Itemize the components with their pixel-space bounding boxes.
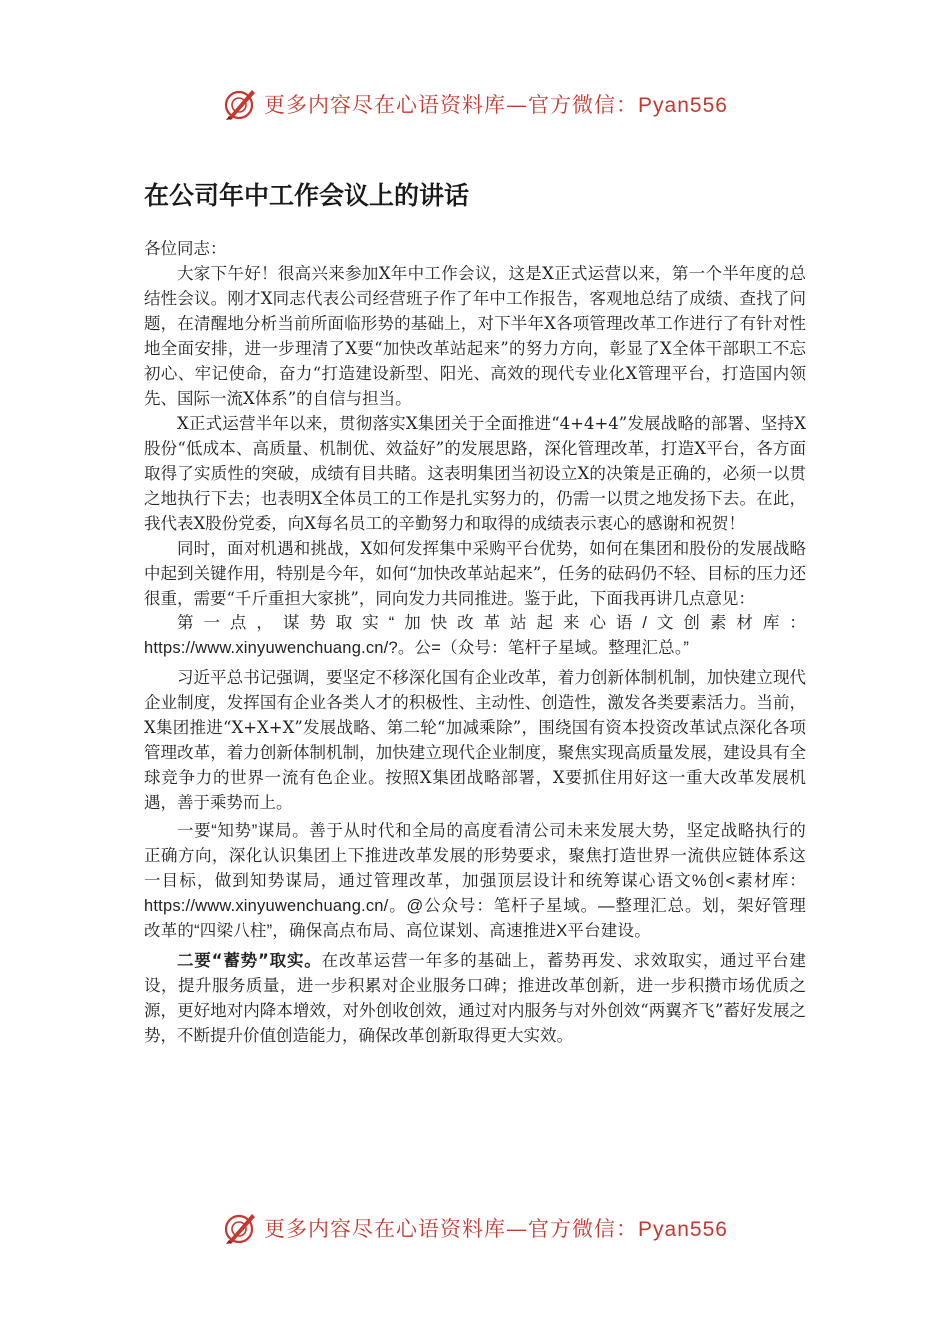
salutation: 各位同志： (144, 239, 227, 258)
footer-wechat-id: Pyan556 (638, 1218, 728, 1241)
paragraph-4: 第一点，谋势取实“加快改革站起来心语/文创素材库：https://www.xinyuwenchuang.cn/?。公=（众号：笔杆子星域。整理汇总。” (144, 614, 806, 657)
header-wechat-id: Pyan556 (638, 94, 728, 117)
paragraph-3: 同时，面对机遇和挑战，X如何发挥集中采购平台优势，如何在集团和股份的发展战略中起到关键作用，特别是今年，如何“加快改革站起来”，任务的砝码仍不轻、目标的压力还很重，需要“千斤重担大家挑”，同向发力共同推进。鉴于此，下面我再讲几点意见： (144, 539, 806, 608)
paragraph-6: 一要“知势”谋局。善于从时代和全局的高度看清公司未来发展大势，坚定战略执行的正确方向，深化认识集团上下推进改革发展的形势要求，聚焦打造世界一流供应链体系这一目标，做到知势谋局，通过管理改革，加强顶层设计和统筹谋心语文%创<素材库：https://www.xinyuwenchuang.cn/。@公众号：笔杆子星域。—整理汇总。划，架好管理改革的“四梁八柱”，确保高点布局、高位谋划、高速推进X平台建设。 (144, 822, 806, 940)
pen-logo-icon (222, 86, 258, 122)
paragraph-2: X正式运营半年以来，贯彻落实X集团关于全面推进“4+4+4”发展战略的部署、坚持X股份“低成本、高质量、机制优、效益好”的发展思路，深化管理改革，打造X平台，各方面取得了实质性的突破，成绩有目共睹。这表明集团当初设立X的决策是正确的，必须一以贯之地执行下去；也表明X全体员工的工作是扎实努力的，仍需一以贯之地发扬下去。在此，我代表X股份党委，向X每名员工的辛勤努力和取得的成绩表示衷心的感谢和祝贺！ (144, 414, 806, 533)
paragraph-7 (144, 948, 806, 1048)
paragraph-1: 大家下午好！很高兴来参加X年中工作会议，这是X正式运营以来，第一个半年度的总结性会议。刚才X同志代表公司经营班子作了年中工作报告，客观地总结了成绩、查找了问题，在清醒地分析当前所面临形势的基础上，对下半年X各项管理改革工作进行了有针对性地全面安排，进一步理清了X要“加快改革站起来”的努力方向，彰显了X全体干部职工不忘初心、牢记使命，奋力“打造建设新型、阳光、高效的现代专业化X管理平台，打造国内领先、国际一流X体系”的自信与担当。 (144, 264, 806, 408)
paragraph-7-body: 在改革运营一年多的基础上，蓄势再发、求效取实，通过平台建设，提升服务质量，进一步积累对企业服务口碑；推进改革创新，进一步积攒市场优质之源，更好地对内降本增效，对外创收创效，通过对内服务与对外创效“两翼齐飞”蓄好发展之势，不断提升价值创造能力，确保改革创新取得更大实效。 (144, 951, 806, 1045)
paragraph-7-lead: 二要“蓄势”取实。 (177, 951, 322, 970)
document-body (144, 176, 806, 1048)
document-title: 在公司年中工作会议上的讲话 (144, 181, 470, 210)
paragraph-5: 习近平总书记强调，要坚定不移深化国有企业改革，着力创新体制机制，加快建立现代企业制度，发挥国有企业各类人才的积极性、主动性、创造性，激发各类要素活力。当前，X集团推进“X+X+X”发展战略、第二轮“加减乘除”，围绕国有资本投资改革试点深化各项管理改革，着力创新体制机制，加快建立现代企业制度，聚焦实现高质量发展，建设具有全球竞争力的世界一流有色企业。按照X集团战略部署，X要抓住用好这一重大改革发展机遇，善于乘势而上。 (144, 668, 806, 812)
header-banner (0, 84, 950, 124)
footer-banner (0, 1208, 950, 1248)
header-banner-text: 更多内容尽在心语资料库—官方微信： (264, 93, 639, 117)
footer-banner-text: 更多内容尽在心语资料库—官方微信： (264, 1217, 639, 1241)
pen-logo-icon (222, 1210, 258, 1246)
